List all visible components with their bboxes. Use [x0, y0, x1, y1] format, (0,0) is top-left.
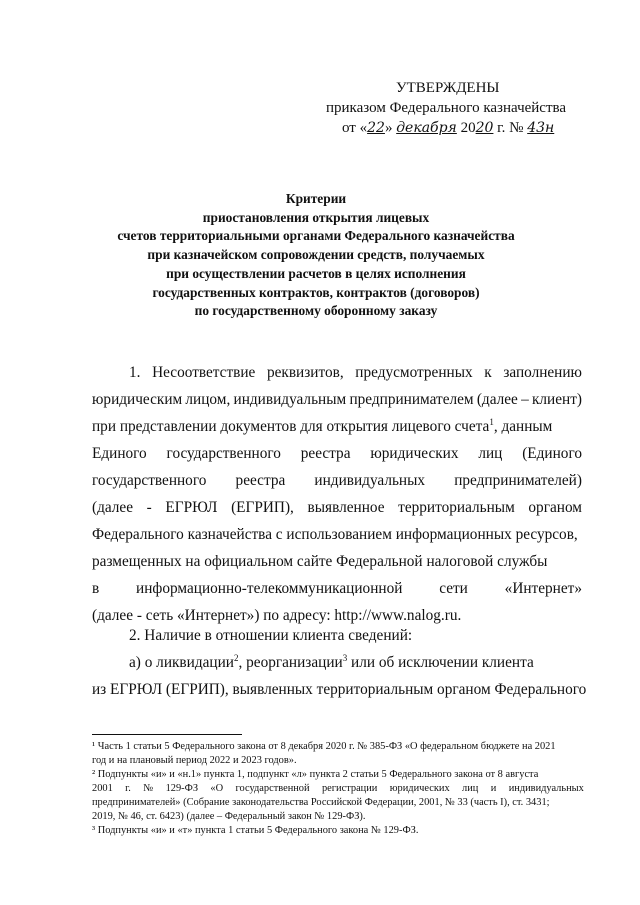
approval-date-line	[342, 118, 554, 138]
word: (ЕГРИП),	[231, 499, 294, 516]
p2a-text-3: или об исключении клиента	[347, 654, 534, 671]
word: предпринимателей)	[454, 472, 582, 489]
word: реквизитов,	[266, 364, 344, 381]
footnote-2-line-4: 2019, № 46, ст. 6423) (далее – Федеральный закон № 129-ФЗ).	[92, 811, 366, 822]
word: выявленное	[307, 499, 385, 516]
word: клиент)	[531, 391, 582, 408]
p1-line-7: Федерального казначейства с использованием информационных ресурсов,	[92, 526, 578, 543]
word: государственного	[166, 445, 281, 462]
word: предусмотренных	[355, 364, 473, 381]
title-line: по государственному оборонному заказу	[194, 303, 438, 319]
p1-line-4	[92, 443, 582, 465]
p1-line-2	[92, 389, 582, 411]
footnote-2-line-1: ² Подпункты «и» и «н.1» пункта 1, подпункт «л» пункта 2 статьи 5 Федерального закона от 8 августа	[92, 769, 539, 780]
word: реестра	[235, 472, 286, 489]
word: Единого	[92, 445, 147, 462]
word: юридических	[389, 783, 450, 794]
date-day: 22	[367, 120, 385, 136]
footnote-ref-2: 2	[233, 652, 239, 663]
date-suffix: г. №	[493, 120, 528, 136]
word: «О	[210, 783, 224, 794]
word: №	[143, 783, 154, 794]
p2-line-1: 2. Наличие в отношении клиента сведений:	[129, 627, 413, 644]
p2a-line-2: из ЕГРЮЛ (ЕГРИП), выявленных территориальным органом Федерального	[92, 681, 587, 698]
word: «Интернет»	[504, 580, 582, 597]
word: (Единого	[522, 445, 582, 462]
word: реестра	[300, 445, 351, 462]
title-line: при казначейском сопровождении средств, получаемых	[147, 247, 485, 263]
word: индивидуальных	[314, 472, 426, 489]
date-year-prefix: 20	[456, 120, 476, 136]
word: органом	[528, 499, 582, 516]
date-mid: »	[384, 120, 397, 136]
p1-line-10: (далее - сеть «Интернет») по адресу: http://www.nalog.ru.	[92, 607, 462, 624]
p1-line-5	[92, 470, 582, 492]
word: –	[521, 391, 529, 408]
order-number: 43н	[527, 120, 555, 136]
footnote-separator	[92, 734, 242, 735]
word: индивидуальным	[233, 391, 347, 408]
word: заполнению	[503, 364, 582, 381]
title-line: приостановления открытия лицевых	[202, 209, 430, 225]
date-year-suffix: 20	[475, 120, 494, 136]
title-line: государственных контрактов, контрактов (договоров)	[152, 284, 480, 300]
p1-line-1	[129, 362, 582, 384]
word: к	[484, 364, 492, 381]
word: государственной	[235, 783, 310, 794]
p1-line-3-end: , данным	[493, 418, 553, 435]
p2a-line-1	[129, 652, 534, 674]
p2a-text-1: а) о ликвидации	[129, 654, 234, 671]
p1-line-9	[92, 578, 582, 600]
word: 1.	[129, 364, 141, 381]
title-line: счетов территориальными органами Федерального казначейства	[117, 228, 515, 244]
p1-line-3-text: при представлении документов для открытия лицевого счета	[92, 418, 490, 435]
word: юридических	[370, 445, 459, 462]
footnote-2-line-3: предпринимателей» (Собрание законодательства Российской Федерации, 2001, № 33 (часть I), ст. 3431;	[92, 797, 550, 808]
word: территориальным	[398, 499, 515, 516]
p1-line-8: размещенных на официальном сайте Федеральной налоговой службы	[92, 553, 548, 570]
word: ЕГРЮЛ	[165, 499, 218, 516]
word: г.	[125, 783, 131, 794]
word: в	[92, 580, 100, 597]
word: индивидуальных	[508, 783, 584, 794]
word: информационно-телекоммуникационной	[136, 580, 403, 597]
word: сети	[439, 580, 468, 597]
word: юридическим	[92, 391, 183, 408]
word: (далее	[476, 391, 518, 408]
p1-line-3	[92, 416, 552, 438]
footnote-3-line-1: ³ Подпункты «и» и «т» пункта 1 статьи 5 Федерального закона № 129-ФЗ.	[92, 825, 419, 836]
word: предпринимателем	[349, 391, 474, 408]
word: 2001	[92, 783, 113, 794]
word: (далее	[92, 499, 134, 516]
date-prefix: от «	[342, 120, 368, 136]
approval-title: УТВЕРЖДЕНЫ	[396, 80, 500, 96]
word: и	[490, 783, 497, 794]
footnote-ref-3: 3	[342, 652, 348, 663]
p1-line-6	[92, 497, 582, 519]
word: государственного	[92, 472, 207, 489]
word: Несоответствие	[152, 364, 256, 381]
footnote-2-line-2	[92, 782, 584, 796]
document-title	[92, 190, 540, 321]
footnotes	[92, 740, 584, 838]
date-month: декабря	[396, 120, 457, 136]
footnote-1-line-2: год и на плановый период 2022 и 2023 годов».	[92, 755, 297, 766]
footnote-ref-1: 1	[489, 416, 494, 427]
approval-order-line: приказом Федерального казначейства	[326, 100, 567, 116]
word: 129-ФЗ	[165, 783, 199, 794]
title-line: Критерии	[285, 191, 347, 206]
p2a-text-2: , реорганизации	[238, 654, 343, 671]
title-line: при осуществлении расчетов в целях исполнения	[166, 265, 466, 281]
word: регистрации	[321, 783, 378, 794]
word: лиц	[478, 445, 503, 462]
word: лицом,	[185, 391, 231, 408]
word: -	[146, 499, 152, 516]
footnote-1-line-1: ¹ Часть 1 статьи 5 Федерального закона от 8 декабря 2020 г. № 385-ФЗ «О федеральном бюджете на 2021	[92, 741, 556, 752]
word: лиц	[462, 783, 479, 794]
